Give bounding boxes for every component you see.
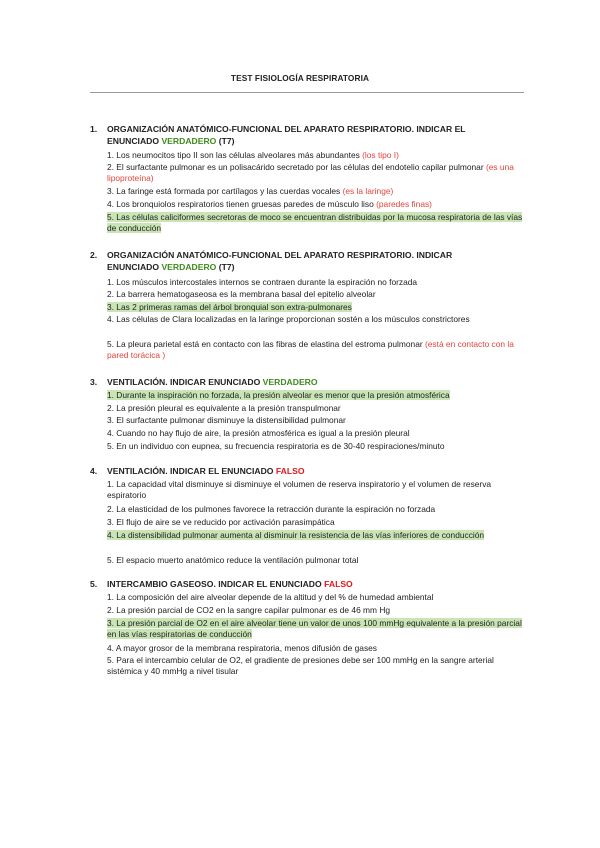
- heading-text: (T7): [216, 136, 235, 146]
- question-number: 1.: [90, 124, 98, 134]
- question-heading-line-1: ORGANIZACIÓN ANATÓMICO-FUNCIONAL DEL APARATO RESPIRATORIO. INDICAR: [107, 250, 453, 260]
- question-number: 5.: [90, 579, 98, 589]
- heading-text: ENUNCIADO: [107, 262, 162, 272]
- question-number: 4.: [90, 466, 98, 476]
- option-4: [107, 199, 529, 210]
- heading-text: VENTILACIÓN. INDICAR ENUNCIADO: [107, 377, 263, 387]
- option-4: [107, 314, 529, 325]
- heading-text: (T7): [216, 262, 235, 272]
- option-3-correct: [107, 618, 529, 641]
- option-text: 1. Los músculos intercostales internos se contraen durante la espiración no forzada: [107, 277, 418, 287]
- option-text: 1. La composición del aire alveolar depende de la altitud y del % de humedad ambiental: [107, 592, 434, 602]
- option-text: 1. Los neumocitos tipo II son las células alveolares más abundantes: [107, 150, 363, 160]
- option-2: [107, 504, 529, 515]
- heading-text: ENUNCIADO: [107, 136, 162, 146]
- highlighted-correct-answer: 1. Durante la inspiración no forzada, la presión alveolar es menor que la presión atmosférica: [107, 390, 450, 400]
- question-heading: [107, 377, 527, 388]
- option-text: 3. El flujo de aire se ve reducido por activación parasimpática: [107, 517, 335, 527]
- highlighted-correct-answer: 5. Las células caliciformes secretoras de moco se encuentran distribuidas por la mucosa respiratoria de las vías de conducción: [107, 212, 523, 234]
- option-text: 5. El espacio muerto anatómico reduce la ventilación pulmonar total: [107, 555, 359, 565]
- heading-text: VENTILACIÓN. INDICAR EL ENUNCIADO: [107, 466, 276, 476]
- title-divider: [90, 92, 524, 93]
- option-text: 4. Las células de Clara localizadas en la laringe proporcionan sostén a los músculos constrictores: [107, 314, 470, 324]
- option-5: [107, 441, 529, 452]
- heading-text: INTERCAMBIO GASEOSO. INDICAR EL ENUNCIADO: [107, 579, 325, 589]
- correction-note: (paredes finas): [376, 199, 432, 209]
- option-2: [107, 403, 529, 414]
- question-heading-line-2: [107, 262, 527, 273]
- option-1-correct: [107, 390, 529, 401]
- page-title: TEST FISIOLOGÍA RESPIRATORIA: [230, 73, 370, 83]
- correction-note: (los tipo I): [362, 150, 399, 160]
- option-4: [107, 428, 529, 439]
- option-4: [107, 643, 529, 654]
- option-text: 5. Para el intercambio celular de O2, el gradiente de presiones debe ser 100 mmHg en la sangre arterial sistémica y 40 mmHg a nivel tisular: [107, 655, 494, 677]
- option-1: [107, 277, 529, 288]
- answer-keyword: FALSO: [275, 466, 305, 476]
- option-3-correct: [107, 302, 529, 313]
- option-text: 2. La presión parcial de CO2 en la sangre capilar pulmonar es de 46 mm Hg: [107, 605, 391, 615]
- option-1: [107, 592, 529, 603]
- option-5-correct: [107, 212, 529, 235]
- correction-note: (está en contacto con la pared torácica ): [107, 339, 514, 361]
- option-text: 4. A mayor grosor de la membrana respiratoria, menos difusión de gases: [107, 643, 377, 653]
- highlighted-correct-answer: 3. Las 2 primeras ramas del árbol bronquial son extra-pulmonares: [107, 302, 352, 312]
- option-text: 2. La presión pleural es equivalente a la presión transpulmonar: [107, 403, 341, 413]
- option-1: [107, 479, 529, 502]
- question-number: 2.: [90, 250, 98, 260]
- option-text: 5. En un individuo con eupnea, su frecuencia respiratoria es de 30-40 respiraciones/minuto: [107, 441, 445, 451]
- option-2: [107, 162, 529, 185]
- option-1: [107, 150, 529, 161]
- answer-keyword: VERDADERO: [262, 377, 318, 387]
- answer-keyword: FALSO: [324, 579, 353, 589]
- option-text: 3. El surfactante pulmonar disminuye la distensibilidad pulmonar: [107, 415, 346, 425]
- question-heading-line-2: [107, 136, 527, 147]
- question-number: 3.: [90, 377, 98, 387]
- option-5: [107, 555, 529, 566]
- option-text: 4. Los bronquiolos respiratorios tienen gruesas paredes de músculo liso: [107, 199, 377, 209]
- correction-note: (es la laringe): [342, 186, 394, 196]
- option-3: [107, 186, 529, 197]
- option-text: 2. La elasticidad de los pulmones favorece la retracción durante la espiración no forzada: [107, 504, 436, 514]
- option-2: [107, 605, 529, 616]
- answer-keyword: VERDADERO: [161, 262, 217, 272]
- option-3: [107, 415, 529, 426]
- option-5: [107, 655, 529, 678]
- option-2: [107, 289, 529, 300]
- option-3: [107, 517, 529, 528]
- highlighted-correct-answer: 3. La presión parcial de O2 en el aire alveolar tiene un valor de unos 100 mmHg equivalente a la presión parcial en las vías respiratorias de conducción: [107, 618, 522, 640]
- question-heading: [107, 466, 527, 477]
- option-text: 2. El surfactante pulmonar es un polisacárido secretado por las células del endotelio capilar pulmonar: [107, 162, 486, 172]
- option-text: 4. Cuando no hay flujo de aire, la presión atmosférica es igual a la presión pleural: [107, 428, 410, 438]
- question-heading: [107, 579, 527, 590]
- option-5: [107, 339, 529, 362]
- highlighted-correct-answer: 4. La distensibilidad pulmonar aumenta al disminuir la resistencia de las vías inferiores de conducción: [107, 530, 485, 540]
- option-text: 5. La pleura parietal está en contacto con las fibras de elastina del estroma pulmonar: [107, 339, 425, 349]
- answer-keyword: VERDADERO: [161, 136, 217, 146]
- question-heading-line-1: ORGANIZACIÓN ANATÓMICO-FUNCIONAL DEL APARATO RESPIRATORIO. INDICAR EL: [107, 124, 466, 134]
- option-text: 3. La faringe está formada por cartílagos y las cuerdas vocales: [107, 186, 343, 196]
- correction-note: (es una lipoproteína): [107, 162, 514, 184]
- option-4-correct: [107, 530, 529, 541]
- option-text: 1. La capacidad vital disminuye si disminuye el volumen de reserva inspiratorio y el volumen de reserva espiratorio: [107, 479, 492, 501]
- option-text: 2. La barrera hematogaseosa es la membrana basal del epitelio alveolar: [107, 289, 376, 299]
